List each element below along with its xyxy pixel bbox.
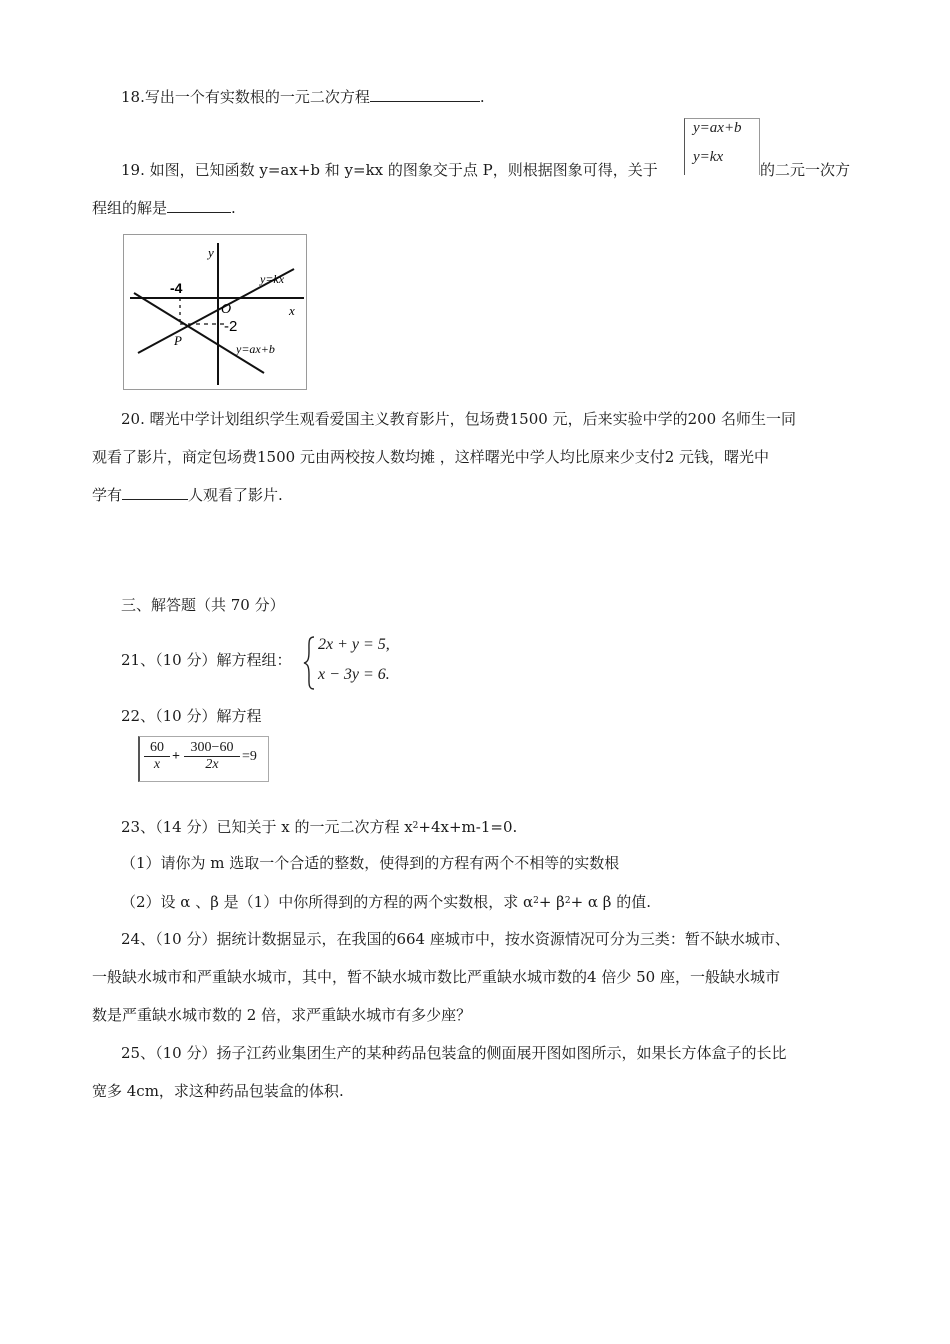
- equation-system-21: 2x + y = 5, x − 3y = 6.: [302, 633, 412, 691]
- question-23: 23、（14 分）已知关于 x 的一元二次方程 $x^2+4x+m-1=0$.: [121, 818, 518, 836]
- fraction-1: $\frac{60}{x}$: [144, 740, 170, 773]
- point-p-label: P: [174, 333, 182, 348]
- line-axb-label: y=ax+b: [236, 342, 275, 356]
- answer-blank[interactable]: [167, 197, 231, 213]
- answer-blank[interactable]: [370, 86, 480, 102]
- question-19-line1: 19. 如图，已知函数 y=ax+b 和 y=kx 的图象交于点 P，则根据图象可得，关于: [121, 161, 658, 179]
- line-kx-label: y=kx: [260, 272, 285, 286]
- question-23-part1: （1）请你为 m 选取一个合适的整数，使得到的方程有两个不相等的实数根: [121, 854, 620, 872]
- question-25-line2: 宽多 4cm，求这种药品包装盒的体积.: [92, 1082, 344, 1100]
- brace-icon: [302, 635, 318, 691]
- tick-label-neg2: -2: [224, 318, 238, 335]
- question-25-line1: 25、（10 分）扬子江药业集团生产的某种药品包装盒的侧面展开图如图所示，如果长方体盒子的长比: [121, 1044, 787, 1062]
- question-24-line3: 数是严重缺水城市数的 2 倍，求严重缺水城市有多少座？: [92, 1006, 472, 1024]
- question-19-line1-end: 的二元一次方: [760, 161, 851, 179]
- question-22: 22、（10 分）解方程: [121, 707, 262, 725]
- function-graph-figure: [123, 234, 307, 390]
- graph-svg: [124, 235, 306, 389]
- question-20-line1: 20. 曙光中学计划组织学生观看爱国主义教育影片，包场费1500 元，后来实验中学的200 名师生一同: [121, 410, 796, 428]
- fraction-2: $\frac{300-60}{2x}$: [184, 740, 240, 773]
- y-axis-label: y: [208, 245, 214, 260]
- question-19-line2: 程组的解是 .: [92, 199, 236, 217]
- question-20-line3: 学有 人观看了影片.: [92, 486, 283, 504]
- equation-system-box: y=ax+b y=kx: [684, 118, 760, 175]
- fraction-equation-22: $\frac{60}{x}$ + $\frac{300-60}{2x}$ =9: [138, 736, 269, 782]
- origin-label: O: [221, 302, 232, 317]
- question-18: 18.写出一个有实数根的一元二次方程 .: [121, 88, 485, 106]
- question-23-part2: （2）设 α 、β 是（1）中你所得到的方程的两个实数根，求 $\alpha^2+ \beta^2+ \alpha$ β 的值.: [121, 893, 652, 911]
- line-y-ax-b: [134, 293, 264, 373]
- question-21: 21、（10 分）解方程组：: [121, 651, 292, 669]
- question-24-line1: 24、（10 分）据统计数据显示，在我国的664 座城市中，按水资源情况可分为三类：暂不缺水城市、: [121, 930, 790, 948]
- question-20-line2: 观看了影片，商定包场费1500 元由两校按人数均摊 ，这样曙光中学人均比原来少支付2 元钱，曙光中: [92, 448, 770, 466]
- answer-blank[interactable]: [122, 484, 188, 500]
- x-axis-label: x: [289, 303, 295, 318]
- section-title: 三、解答题（共 70 分）: [121, 596, 285, 614]
- question-24-line2: 一般缺水城市和严重缺水城市，其中，暂不缺水城市数比严重缺水城市数的4 倍少 50 座，一般缺水城市: [92, 968, 780, 986]
- tick-label-neg4: -4: [170, 280, 183, 296]
